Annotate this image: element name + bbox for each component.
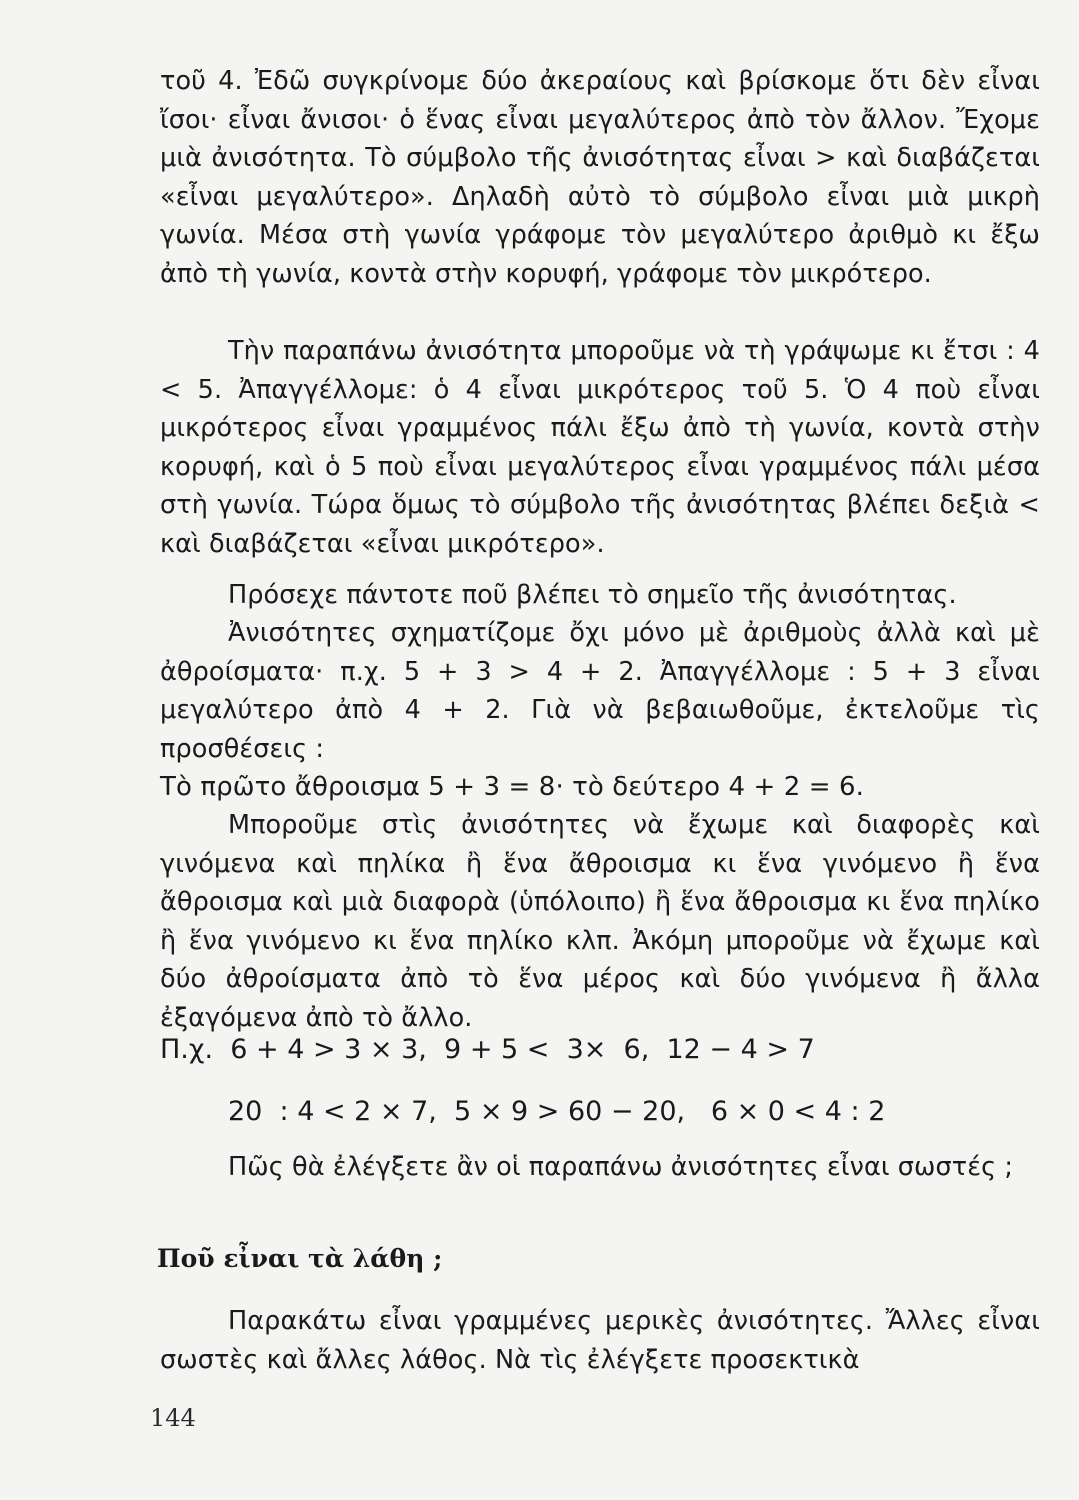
paragraph-sums: Ἀνισότητες σχηματίζομε ὄχι μόνο μὲ ἀριθμοὺς ἀλλὰ καὶ μὲ ἀθροίσματα· π.χ. 5 + 3 > 4 + 2. Ἀπαγγέλλομε : 5 + 3 εἶναι μεγαλύτερο ἀπὸ 4 + 2. Γιὰ νὰ βεβαιωθοῦμε, ἐκτελοῦμε τὶς προσθέσεις :	[160, 618, 1040, 764]
paragraph-operations: Μποροῦμε στὶς ἀνισότητες νὰ ἔχωμε καὶ διαφορὲς καὶ γινόμενα καὶ πηλίκα ἢ ἕνα ἄθροισμα κι ἕνα γινόμενο ἢ ἕνα ἄθροισμα καὶ μιὰ διαφορὰ (ὑπόλοιπο) ἢ ἕνα ἄθροισμα κι ἕνα πηλίκο ἢ ἕνα γινόμενο κι ἕνα πηλίκο κλπ. Ἀκόμη μποροῦμε νὰ ἔχωμε καὶ δύο ἀθροίσματα ἀπὸ τὸ ἕνα μέρος καὶ δύο γινόμενα ἢ ἄλλα ἐξαγόμενα ἀπὸ τὸ ἄλλο.	[160, 810, 1040, 1033]
example-inequalities-line-1: Π.χ. 6 + 4 > 3 × 3, 9 + 5 < 3× 6, 12 − 4 > 7	[160, 1034, 815, 1065]
example-inequalities-line-2: 20 : 4 < 2 × 7, 5 × 9 > 60 − 20, 6 × 0 < 4 : 2	[228, 1096, 886, 1127]
paragraph-inequality-intro: τοῦ 4. Ἐδῶ συγκρίνομε δύο ἀκεραίους καὶ βρίσκομε ὅτι δὲν εἶναι ἴσοι· εἶναι ἄνισοι· ὁ ἕνας εἶναι μεγαλύτερος ἀπὸ τὸν ἄλλον. Ἔχομε μιὰ ἀνισότητα. Τὸ σύμβολο τῆς ἀνισότητας εἶναι > καὶ διαβάζεται «εἶναι μεγαλύτερο». Δηλαδὴ αὐτὸ τὸ σύμβολο εἶναι μιὰ μικρὴ γωνία. Μέσα στὴ γωνία γράφομε τὸν μεγαλύτερο ἀριθμὸ κι ἔξω ἀπὸ τὴ γωνία, κοντὰ στὴν κορυφή, γράφομε τὸν μικρότερο.	[160, 66, 1040, 289]
paragraph-question: Πῶς θὰ ἐλέγξετε ἂν οἱ παραπάνω ἀνισότητες εἶναι σωστές ;	[228, 1152, 1014, 1182]
page-number: 144	[150, 1404, 196, 1432]
paragraph-attention: Πρόσεχε πάντοτε ποῦ βλέπει τὸ σημεῖο τῆς ἀνισότητας.	[228, 580, 957, 610]
paragraph-less-than: Τὴν παραπάνω ἀνισότητα μποροῦμε νὰ τὴ γράψωμε κι ἔτσι : 4 < 5. Ἀπαγγέλλομε: ὁ 4 εἶναι μικρότερος τοῦ 5. Ὁ 4 ποὺ εἶναι μικρότερος εἶναι γραμμένος πάλι ἔξω ἀπὸ τὴ γωνία, κοντὰ στὴν κορυφή, καὶ ὁ 5 ποὺ εἶναι μεγαλύτερος εἶναι γραμμένος πάλι μέσα στὴ γωνία. Τώρα ὅμως τὸ σύμβολο τῆς ἀνισότητας βλέπει δεξιὰ < καὶ διαβάζεται «εἶναι μικρότερο».	[160, 336, 1040, 559]
paragraph-exercise-intro: Παρακάτω εἶναι γραμμένες μερικὲς ἀνισότητες. Ἄλλες εἶναι σωστὲς καὶ ἄλλες λάθος. Νὰ τὶς ἐλέγξετε προσεκτικὰ	[160, 1306, 1040, 1375]
section-heading-errors: Ποῦ εἶναι τὰ λάθη ;	[157, 1244, 443, 1273]
paragraph-first-sum: Τὸ πρῶτο ἄθροισμα 5 + 3 = 8· τὸ δεύτερο 4 + 2 = 6.	[160, 772, 865, 802]
